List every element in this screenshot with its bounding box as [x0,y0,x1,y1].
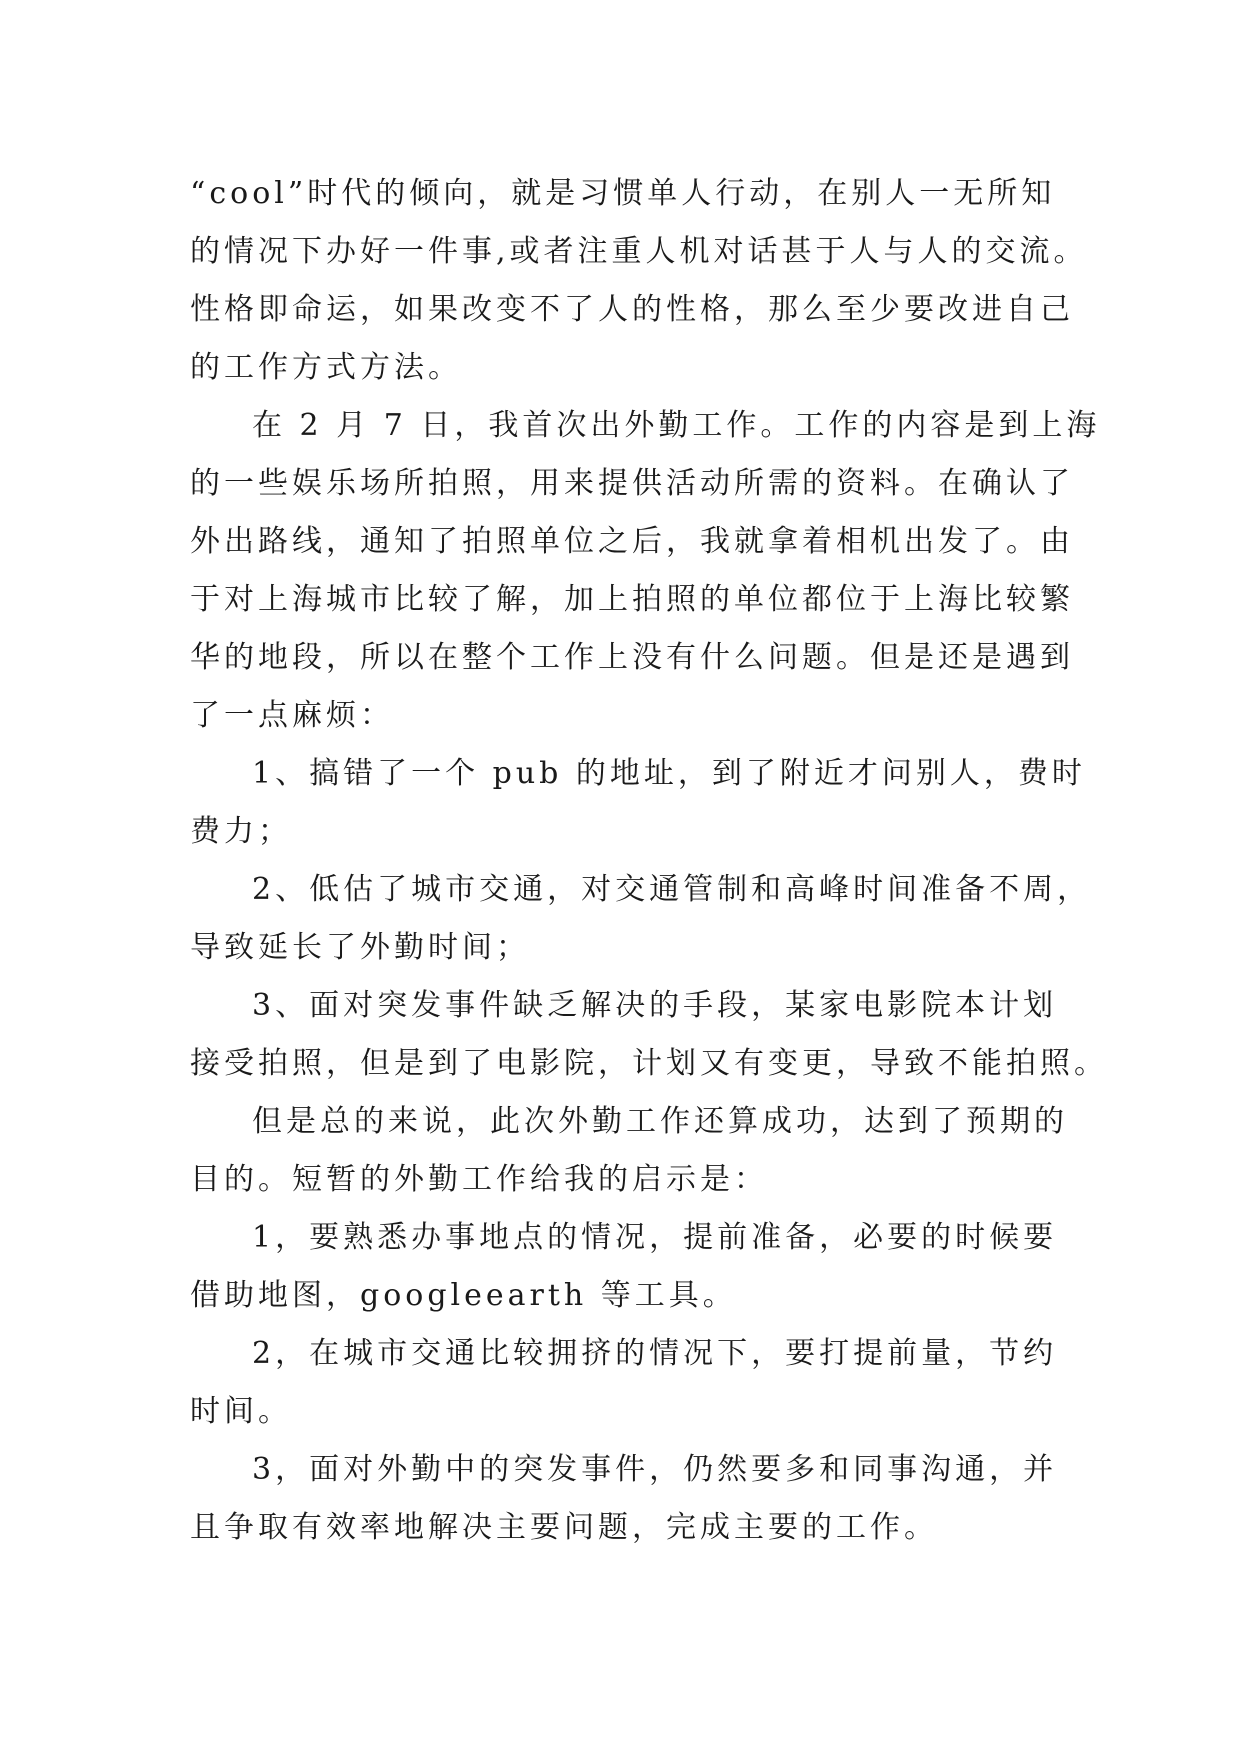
text-line: “cool”时代的倾向，就是习惯单人行动，在别人一无所知 [190,176,1056,211]
text-line: 接受拍照，但是到了电影院，计划又有变更，导致不能拍照。 [190,1046,1108,1081]
text-line: 性格即命运，如果改变不了人的性格，那么至少要改进自己 [190,292,1074,327]
list-item-first-line: 3，面对外勤中的突发事件，仍然要多和同事沟通，并 [252,1452,1058,1487]
text-line: 的工作方式方法。 [190,350,462,385]
list-item-first-line: 2，在城市交通比较拥挤的情况下，要打提前量，节约 [252,1336,1058,1371]
list-item-first-line: 2、低估了城市交通，对交通管制和高峰时间准备不周， [252,872,1092,907]
text-line: 且争取有效率地解决主要问题，完成主要的工作。 [190,1510,938,1545]
text-line: 了一点麻烦： [190,698,394,733]
text-line: 华的地段，所以在整个工作上没有什么问题。但是还是遇到 [190,640,1074,675]
paragraph-first-line: 但是总的来说，此次外勤工作还算成功，达到了预期的 [252,1104,1068,1139]
text-line: 的情况下办好一件事,或者注重人机对话甚于人与人的交流。 [190,234,1088,269]
list-item-first-line: 1，要熟悉办事地点的情况，提前准备，必要的时候要 [252,1220,1058,1255]
text-line: 费力； [190,814,292,849]
list-item-first-line: 1、搞错了一个 pub 的地址，到了附近才问别人，费时 [252,756,1086,791]
text-line: 的一些娱乐场所拍照，用来提供活动所需的资料。在确认了 [190,466,1074,501]
list-item-first-line: 3、面对突发事件缺乏解决的手段，某家电影院本计划 [252,988,1058,1023]
text-line: 导致延长了外勤时间； [190,930,530,965]
paragraph-first-line: 在 2 月 7 日，我首次出外勤工作。工作的内容是到上海 [252,408,1101,443]
text-line: 外出路线，通知了拍照单位之后，我就拿着相机出发了。由 [190,524,1074,559]
text-line: 于对上海城市比较了解，加上拍照的单位都位于上海比较繁 [190,582,1074,617]
text-line: 借助地图，googleearth 等工具。 [190,1278,737,1313]
text-line: 时间。 [190,1394,292,1429]
text-line: 目的。短暂的外勤工作给我的启示是： [190,1162,768,1197]
